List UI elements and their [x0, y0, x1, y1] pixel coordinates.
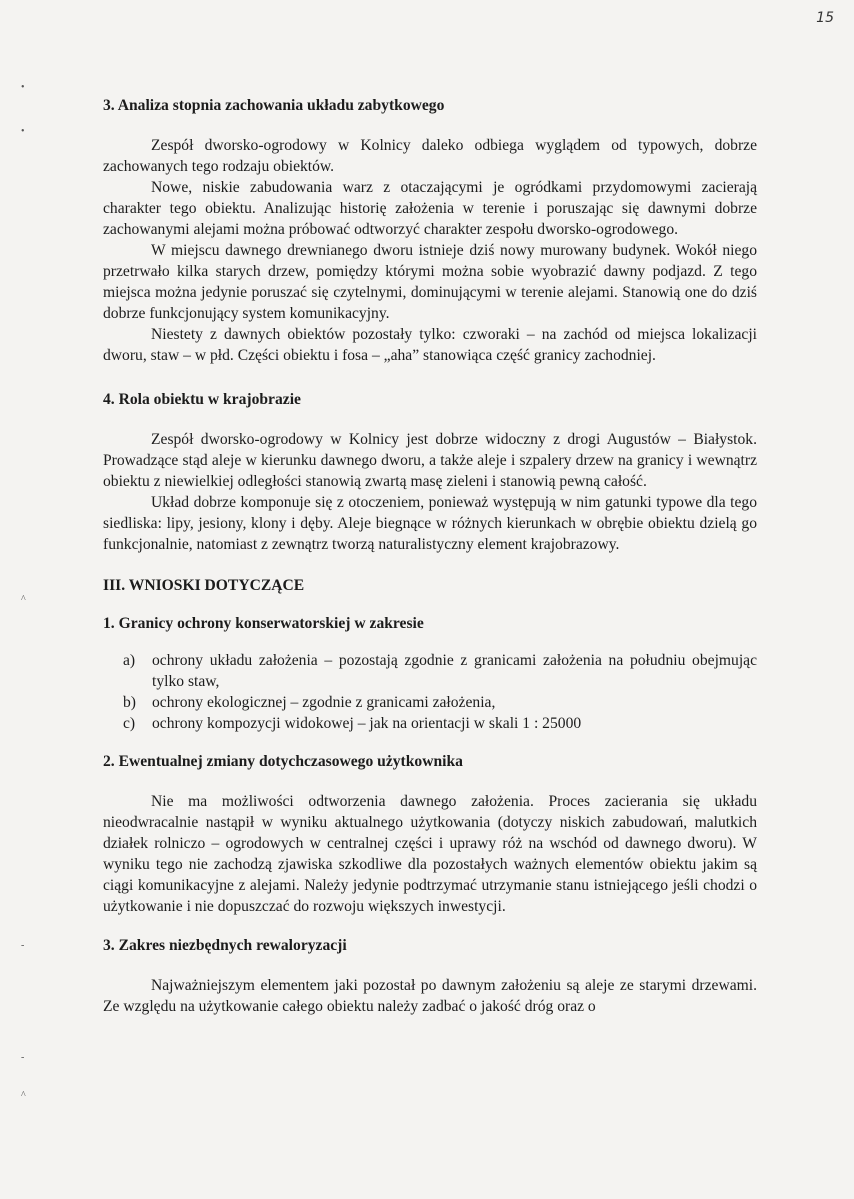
- margin-mark: •: [21, 82, 25, 93]
- margin-mark: -: [21, 1052, 25, 1063]
- paragraph: W miejscu dawnego drewnianego dworu istnieje dziś nowy murowany budynek. Wokół niego przetrwało kilka starych drzew, pomiędzy którymi można sobie wyobrazić dawny podjazd. Z tego miejsca można jedynie poruszać się czytelnymi, dominującymi w terenie alejami. Stanowią one do dziś dobrze funkcjonujący system komunikacyjny.: [103, 242, 757, 322]
- list-item: [123, 713, 757, 734]
- margin-mark: •: [21, 126, 25, 137]
- chapter-heading: III. WNIOSKI DOTYCZĄCE: [103, 577, 305, 594]
- list-marker: a): [123, 652, 136, 669]
- list-marker: c): [123, 715, 136, 732]
- paragraph: Zespół dworsko-ogrodowy w Kolnicy jest dobrze widoczny z drogi Augustów – Białystok. Prowadzące stąd aleje w kierunku dawnego dworu, a także aleje i szpalery drzew na granicy i wewnątrz obiektu z niewielkiej odległości stanowią zwartą masę zieleni i stanowią pewną całość.: [103, 431, 757, 490]
- section-heading: 2. Ewentualnej zmiany dotychczasowego użytkownika: [103, 753, 463, 770]
- paragraph: Najważniejszym elementem jaki pozostał po dawnym założeniu są aleje ze starymi drzewami. Ze względu na użytkowanie całego obiektu należy zadbać o jakość dróg oraz o: [103, 977, 757, 1015]
- section-heading: 3. Analiza stopnia zachowania układu zabytkowego: [103, 97, 445, 114]
- list-item-text: ochrony układu założenia – pozostają zgodnie z granicami założenia na południu obejmując tylko staw,: [152, 652, 757, 690]
- document-body: [103, 95, 757, 1017]
- paragraph: Układ dobrze komponuje się z otoczeniem, ponieważ występują w nim gatunki typowe dla tego siedliska: lipy, jesiony, klony i dęby. Aleje biegnące w różnych kierunkach w obrębie obiektu dzielą go funkcjonalnie, natomiast z zewnątrz tworzą naturalistyczny element krajobrazowy.: [103, 494, 757, 553]
- margin-mark: ^: [21, 1090, 26, 1101]
- protection-list: [103, 650, 757, 734]
- page-number: 15: [816, 10, 834, 26]
- margin-mark: ^: [21, 594, 26, 605]
- section-heading: 4. Rola obiektu w krajobrazie: [103, 391, 301, 408]
- section-heading: 3. Zakres niezbędnych rewaloryzacji: [103, 937, 347, 954]
- paragraph: Nowe, niskie zabudowania warz z otaczającymi je ogródkami przydomowymi zacierają charakter tego obiektu. Analizując historię założenia w terenie i poruszając się dawnymi dobrze zachowanymi alejami można próbować odtworzyć charakter zespołu dworsko-ogrodowego.: [103, 179, 757, 238]
- list-marker: b): [123, 694, 136, 711]
- margin-mark: -: [21, 940, 25, 951]
- list-item: [123, 650, 757, 692]
- paragraph: Zespół dworsko-ogrodowy w Kolnicy daleko odbiega wyglądem od typowych, dobrze zachowanych tego rodzaju obiektów.: [103, 137, 757, 175]
- paragraph: Niestety z dawnych obiektów pozostały tylko: czworaki – na zachód od miejsca lokalizacji dworu, staw – w płd. Części obiektu i fosa – „aha” stanowiąca część granicy zachodniej.: [103, 326, 757, 364]
- list-item: [123, 692, 757, 713]
- section-heading: 1. Granicy ochrony konserwatorskiej w zakresie: [103, 615, 424, 632]
- list-item-text: ochrony kompozycji widokowej – jak na orientacji w skali 1 : 25000: [152, 715, 582, 732]
- list-item-text: ochrony ekologicznej – zgodnie z granicami założenia,: [152, 694, 496, 711]
- paragraph: Nie ma możliwości odtworzenia dawnego założenia. Proces zacierania się układu nieodwracalnie nastąpił w wyniku aktualnego użytkowania (dotyczy niskich zabudowań, malutkich działek rolniczo – ogrodowych w centralnej części i uprawy róż na wschód od dawnego dworu). W wyniku tego nie zachodzą zjawiska szkodliwe dla pozostałych ważnych elementów obiektu jakim są ciągi komunikacyjne z alejami. Należy jedynie podtrzymać utrzymanie stanu istniejącego jeśli chodzi o użytkowanie i nie dopuszczać do rozwoju większych inwestycji.: [103, 793, 757, 915]
